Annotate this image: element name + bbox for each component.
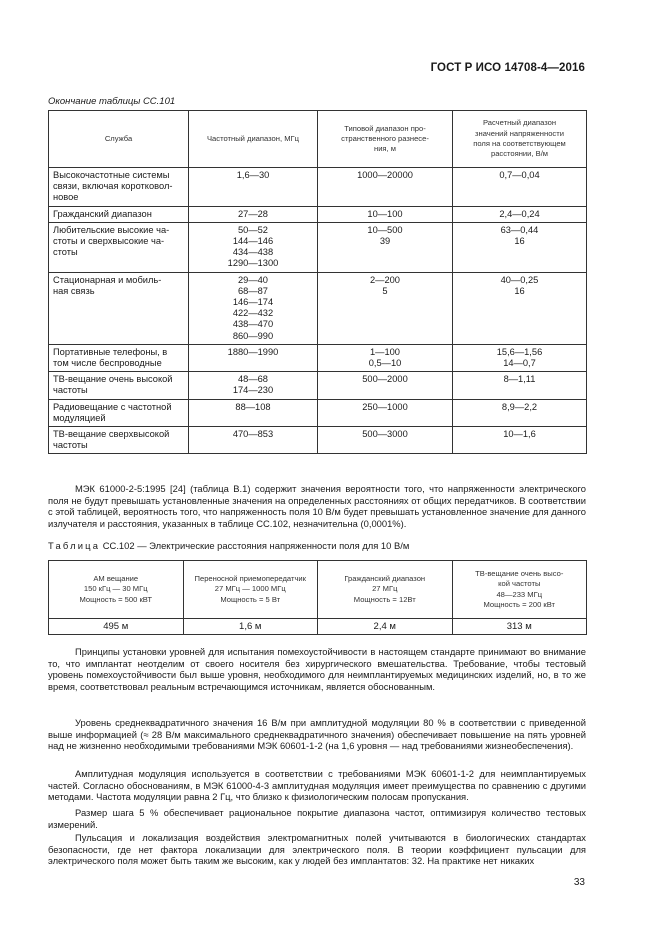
table2-title: — Электрические расстояния напряженности поля для 10 В/м — [137, 540, 410, 551]
cell-line: ния, м — [374, 144, 396, 154]
body-paragraph: Размер шага 5 % обеспечивает рациональное покрытие диапазона частот, оптимизируя количество тестовых измерений. — [48, 807, 586, 830]
cell-line: 2—200 — [370, 274, 400, 285]
cell-line: 16 — [514, 236, 525, 247]
cell-line: Служба — [104, 133, 133, 143]
cell-line: 14—0,7 — [503, 358, 536, 369]
cell-line: 422—432 — [232, 308, 274, 319]
cell-line: ТВ-вещание сверхвысокой — [53, 429, 170, 440]
cell-line: 48—68 — [238, 374, 268, 385]
field-cell — [453, 344, 587, 371]
cell-line: Стационарная и мобиль- — [53, 274, 162, 285]
cell-line: расстоянии, В/м — [490, 149, 549, 159]
cell-line: Мощность = 5 Вт — [220, 594, 281, 604]
standard-header: ГОСТ Р ИСО 14708-4—2016 — [430, 62, 585, 74]
cell-line: стоты и сверхвысокие ча- — [53, 236, 165, 247]
column-header — [183, 561, 318, 619]
cell-line: 150 кГц — 30 МГц — [83, 584, 148, 594]
cell-line: странственного разнесе- — [341, 133, 429, 143]
distance-value: 495 м — [49, 619, 184, 635]
table2-number: СС.102 — [102, 540, 135, 551]
field-distance-table — [48, 560, 587, 635]
body-paragraph: Амплитудная модуляция используется в соответствии с требованиями МЭК 60601-1-2 для неимплантируемых частей. Согласно обоснованиям, в МЭК 61000-4-3 амплитудная модуляция имеет преимущества по сравнению с другими методами. Частота модуляции равна 2 Гц, что близко к физиологическим полосам пропускания. — [48, 768, 586, 803]
table-row — [49, 344, 587, 371]
cell-line: 10—500 — [367, 224, 403, 235]
table2-caption — [48, 540, 409, 551]
cell-line: 48—233 МГц — [496, 589, 543, 599]
column-header — [453, 111, 587, 168]
cell-line: 8—1,11 — [503, 374, 536, 385]
cell-line: 1,6—30 — [236, 170, 270, 180]
service-cell — [49, 399, 189, 426]
cell-line: Высокочастотные системы — [53, 170, 170, 180]
cell-line: 500—3000 — [362, 429, 408, 440]
cell-line: АМ вещание — [93, 574, 139, 584]
dist-cell — [318, 344, 453, 371]
cell-line: 5 — [382, 285, 388, 296]
column-header — [318, 561, 453, 619]
dist-cell — [318, 222, 453, 272]
frequency-service-table — [48, 110, 587, 454]
cell-line: 1290—1300 — [227, 258, 279, 269]
cell-line: кой частоты — [498, 579, 541, 589]
freq-cell — [189, 372, 318, 399]
cell-line: 470—853 — [232, 429, 274, 440]
cell-line: частоты — [53, 385, 88, 396]
cell-line: 16 — [514, 285, 525, 296]
cell-line: 68—87 — [238, 285, 268, 296]
cell-line: Мощность = 500 кВТ — [79, 594, 152, 604]
cell-line: 500—2000 — [362, 374, 408, 385]
distance-value: 2,4 м — [318, 619, 453, 635]
distance-value: 1,6 м — [183, 619, 318, 635]
cell-line: Переносной приемопередатчик — [194, 574, 306, 584]
cell-line: 29—40 — [238, 274, 268, 285]
table-row — [49, 168, 587, 207]
freq-cell — [189, 427, 318, 454]
column-header — [452, 561, 587, 619]
cell-line: 434—438 — [232, 247, 274, 258]
cell-line: 27 МГц — 1000 МГц — [214, 584, 286, 594]
cell-line: 1—100 — [370, 346, 400, 357]
cell-line: новое — [53, 192, 79, 203]
cell-line: Мощность = 200 кВт — [483, 599, 556, 609]
freq-cell — [189, 206, 318, 222]
cell-line: 2,4—0,24 — [499, 208, 540, 219]
body-paragraph: Принципы установки уровней для испытания помехоустойчивости в настоящем стандарте принимают во внимание то, что имплантат неотделим от своего носителя без хирургического вмешательства. Требование, чтобы тестовый уровень помехоустойчивости был выше уровня, необходимого для неимплантируемых медицинских изделий, но, в то же время, соответствовал реальным встречающимся источникам, является обоснованным. — [48, 646, 586, 693]
cell-line: 250—1000 — [362, 401, 408, 412]
cell-line: Гражданский диапазон — [344, 574, 426, 584]
cell-line: 860—990 — [232, 330, 274, 341]
table-caption: Окончание таблицы СС.101 — [48, 96, 176, 107]
column-header — [318, 111, 453, 168]
cell-line: 15,6—1,56 — [496, 346, 543, 357]
cell-line: Расчетный диапазон — [482, 118, 557, 128]
cell-line: 1000—20000 — [357, 170, 413, 180]
cell-line: стоты — [53, 247, 78, 258]
cell-line: связи, включая коротковол- — [53, 181, 173, 192]
cell-line: 8,9—2,2 — [501, 401, 538, 412]
field-cell — [453, 206, 587, 222]
service-cell — [49, 372, 189, 399]
cell-line: 438—470 — [232, 319, 274, 330]
freq-cell — [189, 168, 318, 207]
table2-label: Таблица — [48, 540, 101, 551]
table-row — [49, 372, 587, 399]
body-paragraph: Уровень среднеквадратичного значения 16 В/м при амплитудной модуляции 80 % в соответствии с приведенной выше информацией (≈ 28 В/м максимального среднеквадратичного значения) обеспечивает повышение на пять уровней над не жизненно необходимыми требованиями МЭК 60601-1-2 (на 1,6 уровня — над требованиями жизнеобеспечения). — [48, 717, 586, 752]
service-cell — [49, 272, 189, 344]
service-cell — [49, 344, 189, 371]
cell-line: Гражданский диапазон — [53, 208, 152, 219]
cell-line: Мощность = 12Вт — [353, 594, 416, 604]
column-header — [189, 111, 318, 168]
cell-line: Радиовещание с частотной — [53, 401, 172, 412]
cell-line: 0,5—10 — [368, 358, 402, 369]
column-header — [49, 111, 189, 168]
table-row — [49, 399, 587, 426]
cell-line: Частотный диапазон, МГц — [207, 133, 299, 143]
freq-cell — [189, 344, 318, 371]
cell-line: значений напряженности — [475, 128, 564, 138]
table-row — [49, 222, 587, 272]
distance-value: 313 м — [452, 619, 587, 635]
cell-line: 27—28 — [238, 208, 268, 219]
cell-line: 27 МГц — [372, 584, 398, 594]
field-cell — [453, 399, 587, 426]
cell-line: 146—174 — [232, 297, 274, 308]
service-cell — [49, 222, 189, 272]
cell-line: поля на соответствующем — [473, 139, 566, 148]
page-number: 33 — [573, 877, 585, 888]
cell-line: 1880—1990 — [227, 346, 279, 357]
cell-line: 39 — [379, 236, 391, 247]
paragraph-probability: МЭК 61000-2-5:1995 [24] (таблица В.1) содержит значения вероятности того, что напряженности электрического поля не будут превышать установленные значения на определенных расстояниях от общих передатчиков. В соответствии с этой таблицей, вероятность того, что напряженность поля 10 В/м будет превышать установленное значение для данного излучателя и расстояния, указанных в таблице СС.102, незначительна (0,0001%). — [48, 483, 586, 530]
field-cell — [453, 427, 587, 454]
dist-cell — [318, 272, 453, 344]
cell-line: 144—146 — [232, 236, 274, 247]
cell-line: 10—1,6 — [503, 429, 536, 440]
cell-line: 50—52 — [238, 224, 268, 235]
cell-line: модуляцией — [53, 412, 106, 423]
cell-line: 40—0,25 — [500, 274, 539, 285]
dist-cell — [318, 372, 453, 399]
cell-line: ТВ-вещание очень высокой — [53, 374, 173, 385]
cell-line: частоты — [53, 440, 88, 451]
table-row — [49, 427, 587, 454]
service-cell — [49, 206, 189, 222]
field-cell — [453, 272, 587, 344]
cell-line: ная связь — [53, 285, 95, 296]
dist-cell — [318, 206, 453, 222]
service-cell — [49, 168, 189, 207]
cell-line: ТВ-вещание очень высо- — [475, 568, 564, 578]
service-cell — [49, 427, 189, 454]
table-row — [49, 272, 587, 344]
field-cell — [453, 168, 587, 207]
cell-line: Любительские высокие ча- — [53, 224, 170, 235]
cell-line: 10—100 — [367, 208, 403, 219]
freq-cell — [189, 272, 318, 344]
dist-cell — [318, 168, 453, 207]
body-paragraph: Пульсация и локализация воздействия электромагнитных полей учитываются в биологических стандартах безопасности, где нет фактора локализации для электрического поля. В теории коэффициент пульсации для электрического поля может быть таким же высоким, как у людей без имплантатов: 32. На практике нет никаких — [48, 832, 586, 867]
freq-cell — [189, 399, 318, 426]
table-row — [49, 206, 587, 222]
cell-line: 174—230 — [232, 385, 274, 396]
cell-line: том числе беспроводные — [53, 358, 162, 369]
column-header — [49, 561, 184, 619]
field-cell — [453, 372, 587, 399]
cell-line: 0,7—0,04 — [499, 170, 540, 180]
cell-line: 63—0,44 — [500, 224, 539, 235]
field-cell — [453, 222, 587, 272]
cell-line: Портативные телефоны, в — [53, 346, 168, 357]
cell-line: Типовой диапазон про- — [344, 123, 426, 133]
cell-line: 88—108 — [235, 401, 271, 412]
freq-cell — [189, 222, 318, 272]
dist-cell — [318, 399, 453, 426]
dist-cell — [318, 427, 453, 454]
